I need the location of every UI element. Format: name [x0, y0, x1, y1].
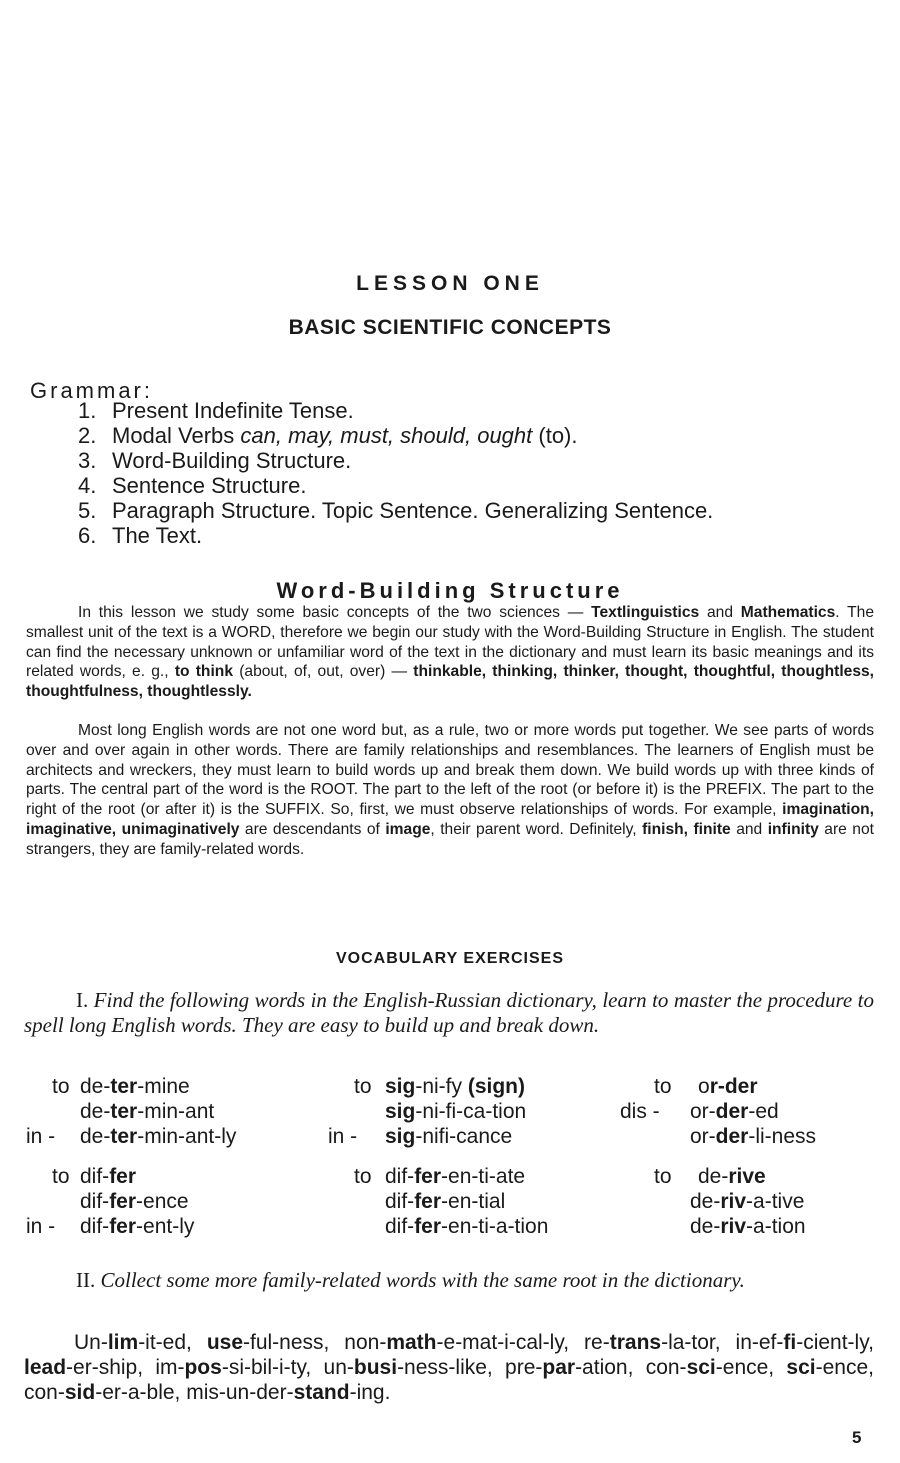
word-prefix: to [654, 1075, 672, 1098]
grammar-item: 5. Paragraph Structure. Topic Sentence. Generalizing Sentence. [78, 498, 714, 523]
word-entry: dif-fer-en-ti-ate [385, 1165, 526, 1188]
word-entry: dif-fer-en-ti-a-tion [385, 1215, 549, 1238]
exercise-2-words: Un-lim-it-ed, use-ful-ness, non-math-e-mat-i-cal-ly, re-trans-la-tor, in-ef-fi-cient-ly, lead-er-ship, im-pos-si-bil-i-ty, un-busi-ness-like, pre-par-ation, con-sci-ence, sci-ence, con-sid-er-a-ble, mis-un-der-stand-ing. [24, 1331, 874, 1404]
word-entry: de-ter-min-ant-ly [80, 1125, 237, 1148]
vocabulary-heading: VOCABULARY EXERCISES [335, 950, 565, 967]
page-number: 5 [852, 1428, 862, 1447]
word-entry: de-rive [698, 1165, 766, 1188]
paragraph-word-parts: Most long English words are not one word but, as a rule, two or more words put together. We see parts of words over and over again in other words. There are family relationships and resemblances. The learners of English must be architects and wreckers, they must learn to build words up and break them down. We build words up with three kinds of parts. The central part of the word is the ROOT. The part to the left of the root (or before it) is the PREFIX. The part to the right of the root (or after it) is the SUFFIX. So, first, we must observe relationships of words. For example, imagination, imaginative, unimaginatively are descendants of image, their parent word. Definitely, finish, finite and infinity are not strangers, they are family-related words. [26, 722, 874, 858]
word-entry: de-ter-mine [80, 1075, 190, 1098]
grammar-item: 6. The Text. [78, 523, 203, 548]
word-entry: sig-nifi-cance [385, 1125, 513, 1148]
word-entry: or-der [698, 1075, 758, 1098]
exercise-1-instruction: I. Find the following words in the English-Russian dictionary, learn to master the procedure to spell long English words. They are easy to build up and break down. [24, 988, 874, 1037]
word-entry: or-der-ed [690, 1100, 779, 1123]
word-entry: or-der-li-ness [690, 1125, 817, 1148]
grammar-item: 1. Present Indefinite Tense. [78, 398, 354, 423]
word-prefix: to [52, 1075, 70, 1098]
lesson-subtitle: BASIC SCIENTIFIC CONCEPTS [288, 316, 612, 339]
exercise-2-instruction: II. Collect some more family-related words with the same root in the dictionary. [76, 1268, 745, 1292]
word-prefix: in - [328, 1125, 358, 1148]
word-entry: dif-fer-en-tial [385, 1190, 506, 1213]
grammar-item: 2. Modal Verbs can, may, must, should, ought (to). [78, 423, 578, 448]
word-prefix: in - [26, 1125, 56, 1148]
grammar-list [78, 398, 713, 548]
word-prefix: to [52, 1165, 70, 1188]
section-heading: Word-Building Structure [276, 578, 624, 603]
word-prefix: to [654, 1165, 672, 1188]
lesson-title: LESSON ONE [356, 272, 544, 295]
word-entry: de-riv-a-tive [690, 1190, 805, 1213]
paragraph-intro: In this lesson we study some basic concepts of the two sciences — Textlinguistics and Mathematics. The smallest unit of the text is a WORD, therefore we begin our study with the Word-Building Structure in English. The student can find the necessary unknown or unfamiliar word of the text in the dictionary and must learn its basic meanings and its related words, e. g., to think (about, of, out, over) — thinkable, thinking, thinker, thought, thoughtful, thoughtless, thoughtfulness, thoughtlessly. [26, 604, 875, 701]
word-prefix: dis - [620, 1100, 660, 1123]
word-entry: dif-fer [80, 1165, 137, 1188]
word-entry: de-ter-min-ant [80, 1100, 215, 1123]
grammar-item: 4. Sentence Structure. [78, 473, 307, 498]
word-entry: sig-ni-fy (sign) [385, 1075, 525, 1098]
word-entry: de-riv-a-tion [690, 1215, 806, 1238]
grammar-item: 3. Word-Building Structure. [78, 448, 352, 473]
word-entry: sig-ni-fi-ca-tion [385, 1100, 527, 1123]
word-prefix: to [354, 1165, 372, 1188]
word-entry: dif-fer-ent-ly [80, 1215, 195, 1238]
grammar-label: Grammar: [30, 378, 153, 403]
word-entry: dif-fer-ence [80, 1190, 189, 1213]
word-prefix: to [354, 1075, 372, 1098]
word-prefix: in - [26, 1215, 56, 1238]
